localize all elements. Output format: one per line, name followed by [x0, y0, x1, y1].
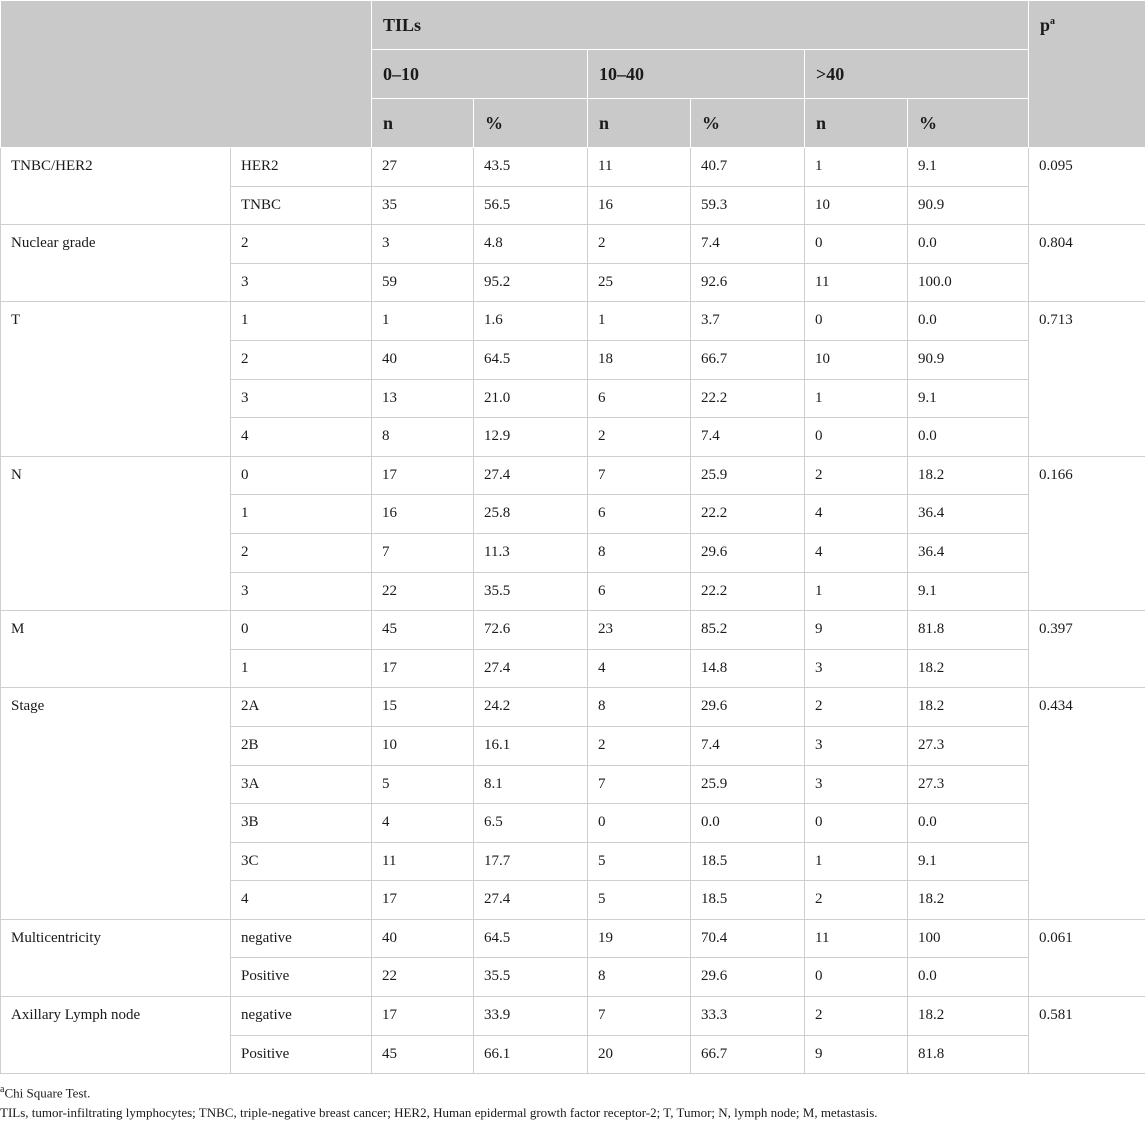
category-label: TNBC [231, 186, 372, 225]
table-row [1, 302, 1145, 341]
percent-cell: 21.0 [474, 379, 588, 418]
percent-cell: 64.5 [474, 919, 588, 958]
percent-cell: 8.1 [474, 765, 588, 804]
percent-cell: 66.1 [474, 1035, 588, 1074]
count-cell: 3 [805, 726, 908, 765]
count-cell: 6 [588, 379, 691, 418]
category-label: 0 [231, 456, 372, 495]
percent-cell: 16.1 [474, 726, 588, 765]
percent-cell: 27.3 [908, 765, 1029, 804]
category-label: 4 [231, 418, 372, 457]
category-label: 2B [231, 726, 372, 765]
percent-cell: 0.0 [691, 804, 805, 843]
percent-cell: 66.7 [691, 340, 805, 379]
category-label: 3A [231, 765, 372, 804]
percent-cell: 33.3 [691, 997, 805, 1036]
percent-cell: 35.5 [474, 958, 588, 997]
variable-name: Nuclear grade [1, 225, 231, 302]
range-header-gt40: >40 [805, 50, 1029, 99]
percent-cell: 4.8 [474, 225, 588, 264]
p-value-cell: 0.713 [1029, 302, 1145, 456]
count-cell: 1 [805, 572, 908, 611]
count-cell: 11 [588, 148, 691, 187]
footnote-a-text: Chi Square Test. [4, 1085, 91, 1101]
category-label: 3C [231, 842, 372, 881]
percent-cell: 0.0 [908, 225, 1029, 264]
count-cell: 40 [372, 340, 474, 379]
percent-cell: 27.4 [474, 649, 588, 688]
table-row [1, 919, 1145, 958]
percent-cell: 0.0 [908, 958, 1029, 997]
count-cell: 0 [805, 225, 908, 264]
table-body [1, 148, 1145, 1074]
percent-cell: 22.2 [691, 495, 805, 534]
count-cell: 0 [805, 302, 908, 341]
percent-cell: 25.9 [691, 456, 805, 495]
percent-cell: 35.5 [474, 572, 588, 611]
percent-cell: 36.4 [908, 495, 1029, 534]
count-cell: 1 [805, 379, 908, 418]
percent-cell: 18.2 [908, 649, 1029, 688]
count-cell: 1 [805, 842, 908, 881]
percent-cell: 29.6 [691, 533, 805, 572]
percent-cell: 33.9 [474, 997, 588, 1036]
category-label: Positive [231, 1035, 372, 1074]
variable-name: M [1, 611, 231, 688]
count-cell: 40 [372, 919, 474, 958]
percent-cell: 81.8 [908, 611, 1029, 650]
range-header-0-10: 0–10 [372, 50, 588, 99]
count-cell: 22 [372, 572, 474, 611]
count-cell: 10 [805, 340, 908, 379]
percent-cell: 18.5 [691, 881, 805, 920]
variable-name: Multicentricity [1, 919, 231, 996]
count-cell: 7 [372, 533, 474, 572]
count-cell: 6 [588, 572, 691, 611]
count-cell: 17 [372, 649, 474, 688]
percent-cell: 72.6 [474, 611, 588, 650]
count-cell: 10 [372, 726, 474, 765]
count-cell: 17 [372, 881, 474, 920]
table-row [1, 688, 1145, 727]
category-label: 3B [231, 804, 372, 843]
p-label: p [1040, 15, 1051, 35]
count-cell: 25 [588, 263, 691, 302]
count-cell: 4 [805, 495, 908, 534]
percent-cell: 9.1 [908, 572, 1029, 611]
count-cell: 18 [588, 340, 691, 379]
count-cell: 8 [588, 533, 691, 572]
category-label: 2A [231, 688, 372, 727]
percent-cell: 6.5 [474, 804, 588, 843]
percent-cell: 17.7 [474, 842, 588, 881]
count-cell: 11 [372, 842, 474, 881]
count-cell: 2 [805, 456, 908, 495]
percent-cell: 100.0 [908, 263, 1029, 302]
category-label: 4 [231, 881, 372, 920]
count-cell: 13 [372, 379, 474, 418]
percent-cell: 0.0 [908, 804, 1029, 843]
p-value-cell: 0.434 [1029, 688, 1145, 920]
p-value-cell: 0.061 [1029, 919, 1145, 996]
pct-header: % [691, 99, 805, 148]
count-cell: 5 [372, 765, 474, 804]
percent-cell: 40.7 [691, 148, 805, 187]
percent-cell: 1.6 [474, 302, 588, 341]
variable-name: T [1, 302, 231, 456]
percent-cell: 7.4 [691, 225, 805, 264]
pct-header: % [474, 99, 588, 148]
percent-cell: 70.4 [691, 919, 805, 958]
count-cell: 4 [588, 649, 691, 688]
percent-cell: 64.5 [474, 340, 588, 379]
count-cell: 5 [588, 842, 691, 881]
count-cell: 22 [372, 958, 474, 997]
category-label: 2 [231, 340, 372, 379]
category-label: negative [231, 919, 372, 958]
count-cell: 11 [805, 919, 908, 958]
count-cell: 3 [805, 649, 908, 688]
p-value-cell: 0.397 [1029, 611, 1145, 688]
count-cell: 27 [372, 148, 474, 187]
count-cell: 10 [805, 186, 908, 225]
variable-name: N [1, 456, 231, 610]
count-cell: 19 [588, 919, 691, 958]
count-cell: 45 [372, 1035, 474, 1074]
tils-group-header: TILs [372, 1, 1029, 50]
count-cell: 7 [588, 456, 691, 495]
count-cell: 6 [588, 495, 691, 534]
p-value-cell: 0.581 [1029, 997, 1145, 1074]
category-label: 3 [231, 263, 372, 302]
footnote-a-sup: a [0, 1084, 5, 1096]
table-row [1, 148, 1145, 187]
percent-cell: 29.6 [691, 958, 805, 997]
percent-cell: 14.8 [691, 649, 805, 688]
percent-cell: 43.5 [474, 148, 588, 187]
category-label: 1 [231, 495, 372, 534]
variable-name: Axillary Lymph node [1, 997, 231, 1074]
p-value-header [1029, 1, 1145, 148]
count-cell: 2 [805, 688, 908, 727]
count-cell: 7 [588, 765, 691, 804]
range-header-10-40: 10–40 [588, 50, 805, 99]
percent-cell: 59.3 [691, 186, 805, 225]
n-header: n [805, 99, 908, 148]
category-label: 3 [231, 572, 372, 611]
count-cell: 2 [588, 418, 691, 457]
category-label: 2 [231, 533, 372, 572]
count-cell: 2 [805, 997, 908, 1036]
pct-header: % [908, 99, 1029, 148]
count-cell: 8 [588, 958, 691, 997]
variable-name: Stage [1, 688, 231, 920]
category-label: 3 [231, 379, 372, 418]
count-cell: 9 [805, 611, 908, 650]
count-cell: 11 [805, 263, 908, 302]
percent-cell: 3.7 [691, 302, 805, 341]
count-cell: 35 [372, 186, 474, 225]
count-cell: 15 [372, 688, 474, 727]
percent-cell: 18.2 [908, 688, 1029, 727]
percent-cell: 0.0 [908, 302, 1029, 341]
count-cell: 4 [805, 533, 908, 572]
count-cell: 8 [372, 418, 474, 457]
percent-cell: 27.4 [474, 456, 588, 495]
count-cell: 0 [588, 804, 691, 843]
category-label: HER2 [231, 148, 372, 187]
percent-cell: 12.9 [474, 418, 588, 457]
count-cell: 59 [372, 263, 474, 302]
category-label: 2 [231, 225, 372, 264]
p-superscript: a [1050, 16, 1056, 27]
percent-cell: 92.6 [691, 263, 805, 302]
count-cell: 9 [805, 1035, 908, 1074]
count-cell: 45 [372, 611, 474, 650]
count-cell: 4 [372, 804, 474, 843]
count-cell: 1 [372, 302, 474, 341]
count-cell: 1 [588, 302, 691, 341]
percent-cell: 25.9 [691, 765, 805, 804]
count-cell: 1 [805, 148, 908, 187]
category-label: 1 [231, 302, 372, 341]
percent-cell: 27.4 [474, 881, 588, 920]
percent-cell: 36.4 [908, 533, 1029, 572]
percent-cell: 56.5 [474, 186, 588, 225]
percent-cell: 22.2 [691, 572, 805, 611]
header-blank [1, 1, 372, 148]
count-cell: 0 [805, 418, 908, 457]
count-cell: 2 [588, 225, 691, 264]
table-row [1, 611, 1145, 650]
n-header: n [588, 99, 691, 148]
percent-cell: 9.1 [908, 379, 1029, 418]
footnote-a [0, 1080, 1145, 1102]
count-cell: 2 [805, 881, 908, 920]
percent-cell: 9.1 [908, 148, 1029, 187]
footnotes [0, 1074, 1145, 1121]
count-cell: 0 [805, 958, 908, 997]
percent-cell: 95.2 [474, 263, 588, 302]
table-header [1, 1, 1145, 148]
table-row [1, 225, 1145, 264]
p-value-cell: 0.166 [1029, 456, 1145, 610]
percent-cell: 0.0 [908, 418, 1029, 457]
n-header: n [372, 99, 474, 148]
count-cell: 17 [372, 456, 474, 495]
percent-cell: 22.2 [691, 379, 805, 418]
percent-cell: 25.8 [474, 495, 588, 534]
count-cell: 7 [588, 997, 691, 1036]
count-cell: 8 [588, 688, 691, 727]
percent-cell: 85.2 [691, 611, 805, 650]
percent-cell: 18.5 [691, 842, 805, 881]
count-cell: 16 [372, 495, 474, 534]
percent-cell: 81.8 [908, 1035, 1029, 1074]
count-cell: 2 [588, 726, 691, 765]
count-cell: 23 [588, 611, 691, 650]
count-cell: 3 [805, 765, 908, 804]
percent-cell: 7.4 [691, 418, 805, 457]
variable-name: TNBC/HER2 [1, 148, 231, 225]
percent-cell: 18.2 [908, 997, 1029, 1036]
percent-cell: 90.9 [908, 340, 1029, 379]
percent-cell: 29.6 [691, 688, 805, 727]
category-label: Positive [231, 958, 372, 997]
percent-cell: 18.2 [908, 456, 1029, 495]
category-label: negative [231, 997, 372, 1036]
percent-cell: 18.2 [908, 881, 1029, 920]
percent-cell: 100 [908, 919, 1029, 958]
footnote-abbreviations: TILs, tumor-infiltrating lymphocytes; TNBC, triple-negative breast cancer; HER2, Human epidermal growth factor receptor-2; T, Tumor; N, lymph node; M, metastasis. [0, 1104, 878, 1120]
percent-cell: 24.2 [474, 688, 588, 727]
percent-cell: 90.9 [908, 186, 1029, 225]
p-value-cell: 0.804 [1029, 225, 1145, 302]
percent-cell: 7.4 [691, 726, 805, 765]
p-value-cell: 0.095 [1029, 148, 1145, 225]
percent-cell: 27.3 [908, 726, 1029, 765]
category-label: 0 [231, 611, 372, 650]
count-cell: 16 [588, 186, 691, 225]
count-cell: 5 [588, 881, 691, 920]
table-row [1, 997, 1145, 1036]
table-row [1, 456, 1145, 495]
percent-cell: 9.1 [908, 842, 1029, 881]
percent-cell: 11.3 [474, 533, 588, 572]
count-cell: 17 [372, 997, 474, 1036]
count-cell: 3 [372, 225, 474, 264]
percent-cell: 66.7 [691, 1035, 805, 1074]
count-cell: 0 [805, 804, 908, 843]
category-label: 1 [231, 649, 372, 688]
count-cell: 20 [588, 1035, 691, 1074]
